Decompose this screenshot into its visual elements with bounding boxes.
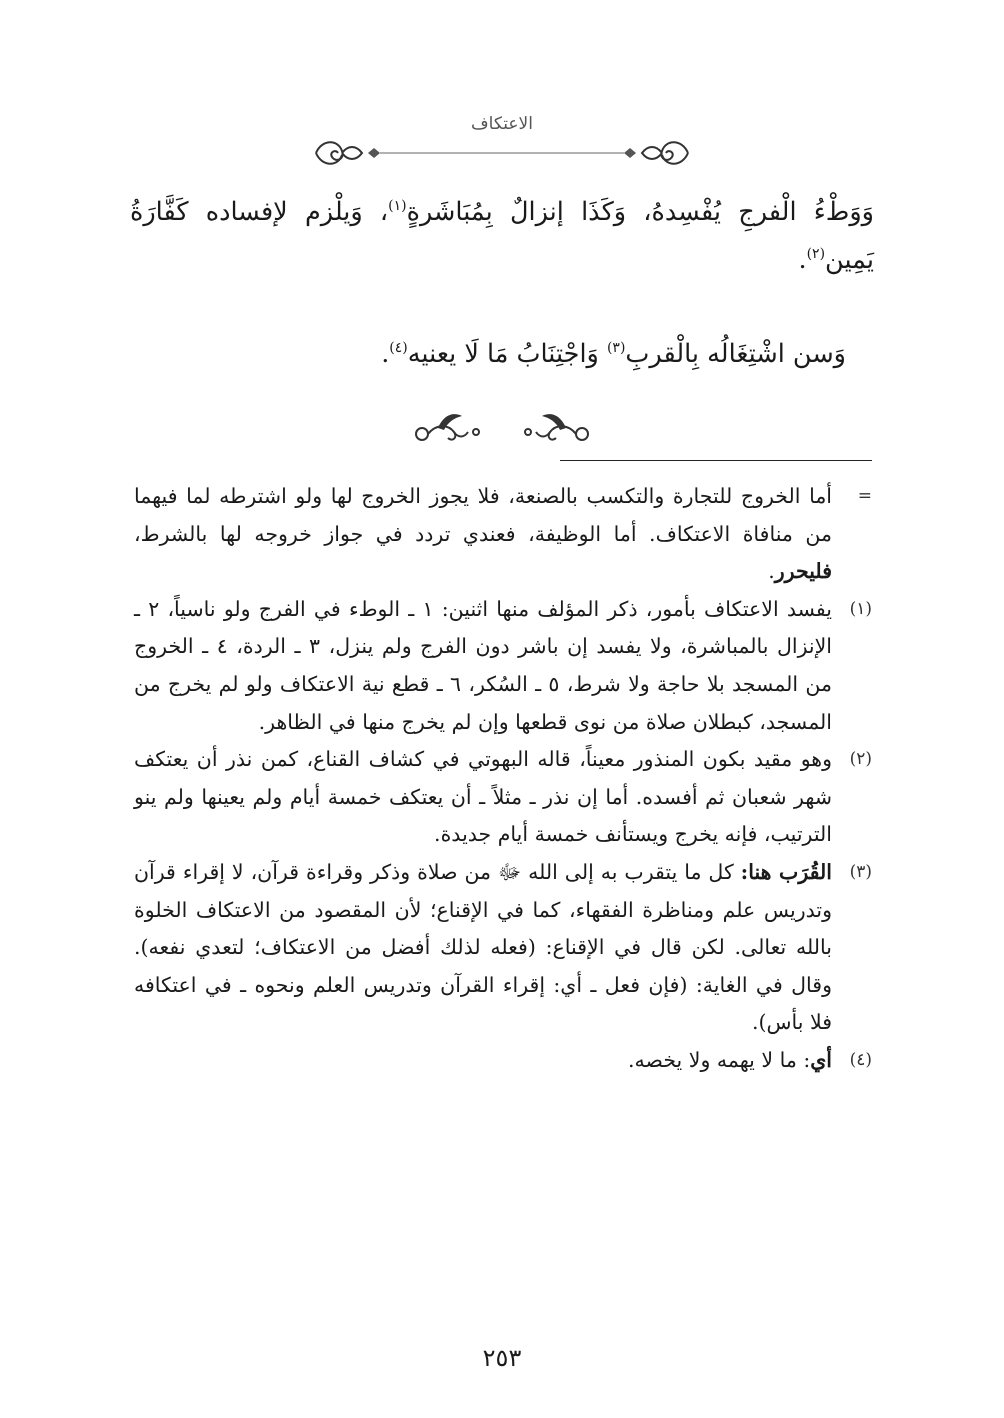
main-text: .	[381, 339, 390, 369]
main-text: ، وَيلْزم لإفساده كَفَّارَةُ يَمِين	[130, 197, 874, 275]
footnote-4	[134, 1042, 872, 1080]
footnote-text: : ما لا يهمه ولا يخصه.	[628, 1047, 811, 1072]
section-end-ornament	[402, 410, 602, 454]
footnote-separator	[560, 460, 872, 461]
footnote-marker: (١)	[849, 598, 872, 619]
footnote-ref-2[interactable]: (٢)	[806, 246, 826, 262]
footnote-marker: =	[857, 486, 872, 506]
footnote-1	[134, 591, 872, 741]
footnote-bold-text: فليحرر	[774, 559, 832, 584]
header-ornament	[310, 136, 694, 170]
main-text: .	[798, 245, 807, 275]
footnote-text: كل ما يتقرب به إلى الله ﷻ من صلاة وذكر وقراءة قرآن، لا إقراء قرآن وتدريس علم ومناظرة الفقهاء، كما في الإقناع؛ لأن المقصود من الاعتكاف الخلوة بالله تعالى. لكن قال في الإقناع: (فعله لذلك أفضل من الاعتكاف؛ لتعدي نفعه). وقال في الغاية: (فإن فعل ـ أي: إقراء القرآن وتدريس العلم ونحوه ـ في اعتكافه فلا بأس).	[134, 859, 832, 1035]
footnote-bold-text: أي	[810, 1047, 832, 1072]
running-header-title: الاعتكاف	[471, 114, 533, 134]
footnote-continued	[134, 478, 872, 591]
footnote-ref-3[interactable]: (٣)	[606, 340, 626, 356]
footnote-marker: (٢)	[849, 749, 872, 770]
footnote-ref-4[interactable]: (٤)	[389, 340, 408, 356]
footnote-2	[134, 741, 872, 854]
footnote-bold-text: القُرَب هنا:	[740, 859, 832, 884]
footnote-ref-1[interactable]: (١)	[388, 198, 407, 214]
footnote-3	[134, 854, 872, 1042]
footnote-text: يفسد الاعتكاف بأمور، ذكر المؤلف منها اثنين: ١ ـ الوطء في الفرج ولو ناسياً، ٢ ـ الإنزال بالمباشرة، ولا يفسد إن باشر دون الفرج ولم ينزل، ٣ ـ الردة، ٤ ـ الخروج من المسجد بلا حاجة ولا شرط، ٥ ـ السُكر، ٦ ـ قطع نية الاعتكاف ولو لم يخرج من المسجد، كبطلان صلاة من نوى قطعها وإن لم يخرج منها في الظاهر.	[134, 596, 832, 734]
page-number: ٢٥٣	[482, 1344, 522, 1372]
footnote-text: أما الخروج للتجارة والتكسب بالصنعة، فلا يجوز الخروج لها ولو اشترطه لما فيهما من منافاة الاعتكاف. أما الوظيفة، فعندي تردد في جواز خروجه لها بالشرط،	[134, 484, 832, 546]
main-text: وَسن اشْتِغَالُه بِالْقربِ	[625, 339, 846, 369]
main-paragraph-1	[130, 188, 874, 284]
main-text: وَاجْتِنَابُ مَا لَا يعنيه	[407, 339, 607, 369]
main-text: وَوَطْءُ الْفرجِ يُفْسِدهُ، وَكَذَا إنزالٌ بِمُبَاشَرةٍ	[406, 197, 874, 227]
footnotes	[134, 478, 872, 1080]
footnote-text: وهو مقيد بكون المنذور معيناً، قاله البهوتي في كشاف القناع، كمن نذر أن يعتكف شهر شعبان ثم أفسده. أما إن نذر ـ مثلاً ـ أن يعتكف خمسة أيام ولم يعينها ولم ينو الترتيب، فإنه يخرج ويستأنف خمسة أيام جديدة.	[134, 747, 832, 847]
footnote-marker: (٣)	[849, 861, 872, 882]
footnote-marker: (٤)	[849, 1049, 872, 1070]
main-paragraph-2	[130, 330, 874, 378]
footnote-text: .	[768, 559, 775, 584]
